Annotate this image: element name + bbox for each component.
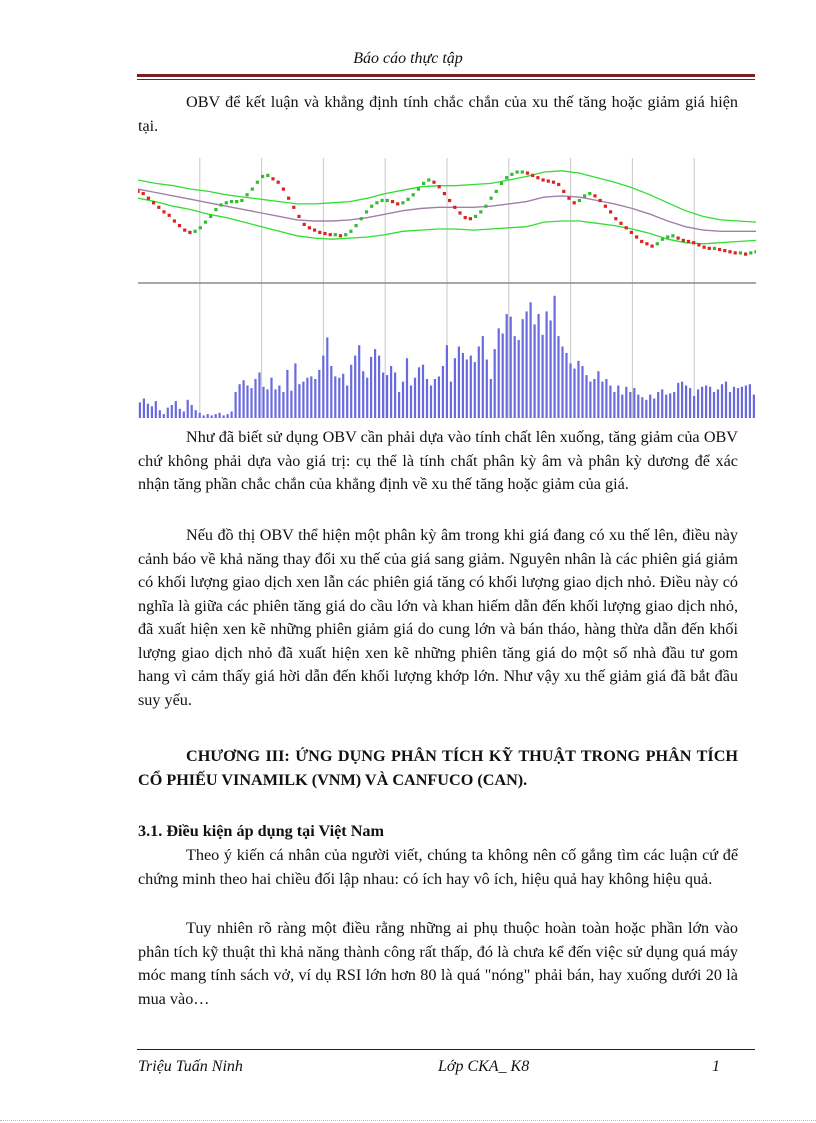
price-point-down bbox=[339, 234, 342, 237]
price-point-down bbox=[640, 240, 643, 243]
price-point-down bbox=[593, 194, 596, 197]
price-point-down bbox=[599, 199, 602, 202]
volume-bar bbox=[613, 392, 615, 418]
volume-bar bbox=[478, 347, 480, 419]
price-point-up bbox=[386, 199, 389, 202]
volume-bar bbox=[354, 356, 356, 418]
volume-bar bbox=[442, 366, 444, 418]
volume-bar bbox=[414, 378, 416, 418]
volume-bar bbox=[717, 389, 719, 418]
price-point-up bbox=[671, 234, 674, 237]
price-point-down bbox=[147, 197, 150, 200]
volume-bar bbox=[338, 378, 340, 418]
section-heading: 3.1. Điều kiện áp dụng tại Việt Nam bbox=[138, 822, 384, 840]
volume-bar bbox=[653, 399, 655, 419]
volume-bar bbox=[139, 402, 141, 418]
volume-bar bbox=[629, 392, 631, 418]
volume-bar bbox=[741, 387, 743, 418]
volume-bar bbox=[577, 361, 579, 418]
price-point-up bbox=[583, 194, 586, 197]
footer-author: Triệu Tuấn Ninh bbox=[138, 1058, 243, 1075]
price-point-down bbox=[703, 246, 706, 249]
volume-bar bbox=[346, 386, 348, 419]
price-point-up bbox=[412, 193, 415, 196]
price-point-up bbox=[749, 251, 752, 254]
price-point-up bbox=[739, 251, 742, 254]
price-point-down bbox=[282, 188, 285, 191]
volume-bar bbox=[530, 302, 532, 418]
price-point-up bbox=[479, 210, 482, 213]
price-point-down bbox=[329, 233, 332, 236]
volume-bar bbox=[542, 335, 544, 418]
volume-bar bbox=[191, 405, 193, 418]
price-point-up bbox=[225, 201, 228, 204]
volume-bar bbox=[538, 314, 540, 418]
volume-bar bbox=[274, 389, 276, 418]
price-point-down bbox=[271, 177, 274, 180]
volume-bar bbox=[362, 371, 364, 418]
price-point-up bbox=[199, 226, 202, 229]
volume-bar bbox=[573, 369, 575, 418]
price-point-up bbox=[214, 208, 217, 211]
price-point-up bbox=[407, 198, 410, 201]
volume-bar bbox=[737, 388, 739, 418]
price-point-up bbox=[246, 193, 249, 196]
price-point-down bbox=[625, 226, 628, 229]
volume-bar bbox=[298, 384, 300, 418]
price-point-up bbox=[266, 174, 269, 177]
volume-bar bbox=[246, 386, 248, 419]
price-point-down bbox=[744, 253, 747, 256]
price-point-down bbox=[552, 181, 555, 184]
volume-bar bbox=[406, 358, 408, 418]
price-point-down bbox=[536, 176, 539, 179]
volume-bar bbox=[753, 395, 755, 418]
price-point-down bbox=[635, 235, 638, 238]
price-point-up bbox=[578, 199, 581, 202]
price-point-down bbox=[168, 214, 171, 217]
volume-bar bbox=[733, 387, 735, 418]
volume-bar bbox=[597, 371, 599, 418]
volume-bar bbox=[398, 392, 400, 418]
price-point-up bbox=[754, 250, 756, 253]
header-rule-thin bbox=[137, 79, 755, 80]
volume-bar bbox=[227, 414, 229, 418]
price-point-down bbox=[609, 210, 612, 213]
volume-bar bbox=[697, 389, 699, 418]
volume-bar bbox=[446, 345, 448, 418]
price-point-down bbox=[645, 242, 648, 245]
volume-bar bbox=[402, 382, 404, 418]
price-point-down bbox=[443, 192, 446, 195]
price-point-up bbox=[422, 182, 425, 185]
volume-bar bbox=[454, 358, 456, 418]
volume-bar bbox=[474, 362, 476, 418]
volume-bar bbox=[147, 404, 149, 418]
price-point-down bbox=[453, 206, 456, 209]
volume-bar bbox=[195, 410, 197, 418]
volume-bar bbox=[514, 336, 516, 418]
price-point-up bbox=[381, 199, 384, 202]
volume-bar bbox=[386, 375, 388, 418]
volume-bar bbox=[318, 370, 320, 418]
volume-bar bbox=[306, 378, 308, 418]
volume-bar bbox=[374, 349, 376, 418]
volume-bar bbox=[235, 392, 237, 418]
volume-bar bbox=[605, 379, 607, 418]
paragraph-obv-usage: Như đã biết sử dụng OBV cần phải dựa vào tính chất lên xuống, tăng giảm của OBV chứ không phải dựa vào giá trị: cụ thể là tính chất phân kỳ âm và phân kỳ dương để xác nhận tăng phần chắc chắn của khẳng định về xu thế tăng hoặc giảm của giá. bbox=[138, 428, 738, 493]
price-point-up bbox=[666, 235, 669, 238]
price-point-up bbox=[474, 215, 477, 218]
volume-bar bbox=[203, 415, 205, 418]
price-point-up bbox=[417, 188, 420, 191]
volume-bar bbox=[546, 311, 548, 418]
volume-bar bbox=[745, 386, 747, 419]
price-point-down bbox=[562, 190, 565, 193]
footer-rule bbox=[137, 1049, 755, 1050]
price-point-down bbox=[458, 211, 461, 214]
volume-bar bbox=[450, 382, 452, 418]
price-point-down bbox=[542, 178, 545, 181]
volume-bar bbox=[430, 386, 432, 419]
volume-bar bbox=[617, 386, 619, 419]
price-point-down bbox=[682, 239, 685, 242]
volume-bar bbox=[633, 388, 635, 418]
price-point-down bbox=[630, 231, 633, 234]
price-point-down bbox=[138, 190, 140, 193]
volume-bar bbox=[665, 395, 667, 418]
volume-bar bbox=[506, 314, 508, 418]
volume-bar bbox=[243, 380, 245, 418]
price-point-up bbox=[661, 238, 664, 241]
price-point-down bbox=[573, 201, 576, 204]
volume-bar bbox=[601, 382, 603, 418]
volume-bar bbox=[175, 401, 177, 418]
volume-bar bbox=[518, 340, 520, 418]
price-point-up bbox=[375, 201, 378, 204]
price-point-down bbox=[303, 223, 306, 226]
volume-bar bbox=[522, 319, 524, 418]
volume-bar bbox=[721, 384, 723, 418]
volume-bar bbox=[593, 379, 595, 418]
volume-bar bbox=[350, 365, 352, 418]
price-point-up bbox=[510, 173, 513, 176]
price-point-down bbox=[277, 181, 280, 184]
volume-bar bbox=[370, 357, 372, 418]
price-point-up bbox=[209, 215, 212, 218]
volume-bar bbox=[661, 389, 663, 418]
volume-bar bbox=[294, 363, 296, 418]
volume-bar bbox=[438, 376, 440, 418]
volume-bar bbox=[526, 311, 528, 418]
price-point-down bbox=[547, 180, 550, 183]
volume-bar bbox=[589, 382, 591, 418]
price-point-down bbox=[692, 241, 695, 244]
volume-bar bbox=[689, 388, 691, 418]
price-point-up bbox=[194, 230, 197, 233]
price-point-down bbox=[614, 217, 617, 220]
volume-bar bbox=[378, 356, 380, 418]
price-point-down bbox=[323, 232, 326, 235]
volume-bar bbox=[621, 395, 623, 418]
volume-bar bbox=[502, 334, 504, 419]
volume-bar bbox=[366, 378, 368, 418]
volume-bar bbox=[713, 392, 715, 418]
price-point-down bbox=[313, 229, 316, 232]
price-point-up bbox=[204, 221, 207, 224]
price-point-down bbox=[728, 250, 731, 253]
volume-bar bbox=[314, 379, 316, 418]
volume-bar bbox=[334, 376, 336, 418]
price-point-up bbox=[251, 188, 254, 191]
volume-bar bbox=[637, 395, 639, 418]
volume-bar bbox=[270, 378, 272, 418]
volume-bar bbox=[557, 336, 559, 418]
price-point-down bbox=[188, 231, 191, 234]
volume-bar bbox=[434, 379, 436, 418]
price-point-up bbox=[516, 170, 519, 173]
footer-class: Lớp CKA_ K8 bbox=[438, 1058, 530, 1075]
volume-bar bbox=[382, 373, 384, 419]
volume-bar bbox=[410, 386, 412, 419]
volume-bar bbox=[569, 363, 571, 418]
volume-bar bbox=[278, 386, 280, 419]
price-point-up bbox=[401, 201, 404, 204]
volume-bar bbox=[418, 367, 420, 418]
price-point-up bbox=[370, 205, 373, 208]
volume-bar bbox=[641, 397, 643, 418]
price-point-down bbox=[526, 172, 529, 175]
volume-bar bbox=[645, 400, 647, 418]
volume-bar bbox=[510, 317, 512, 418]
volume-bar bbox=[625, 387, 627, 418]
price-point-down bbox=[297, 215, 300, 218]
volume-bar bbox=[494, 349, 496, 418]
price-point-up bbox=[713, 247, 716, 250]
volume-bar bbox=[550, 321, 552, 419]
price-point-up bbox=[235, 200, 238, 203]
volume-bar bbox=[677, 383, 679, 418]
volume-bar bbox=[258, 373, 260, 419]
price-point-down bbox=[152, 201, 155, 204]
price-point-down bbox=[448, 199, 451, 202]
price-point-down bbox=[391, 200, 394, 203]
price-point-up bbox=[261, 175, 264, 178]
price-point-up bbox=[505, 176, 508, 179]
volume-bar bbox=[290, 391, 292, 418]
volume-bar bbox=[183, 412, 185, 419]
volume-bar bbox=[609, 386, 611, 419]
price-point-down bbox=[157, 206, 160, 209]
price-point-up bbox=[256, 181, 259, 184]
volume-bar bbox=[466, 360, 468, 419]
volume-bar bbox=[561, 347, 563, 419]
header-rule-thick bbox=[137, 74, 755, 77]
price-point-down bbox=[432, 181, 435, 184]
volume-bar bbox=[171, 405, 173, 418]
volume-bar bbox=[725, 382, 727, 418]
volume-bar bbox=[266, 389, 268, 418]
volume-bar bbox=[163, 414, 165, 418]
volume-bar bbox=[565, 353, 567, 418]
volume-bar bbox=[167, 408, 169, 418]
volume-bar bbox=[254, 379, 256, 418]
volume-bar bbox=[705, 386, 707, 419]
volume-bar bbox=[211, 415, 213, 418]
volume-bar bbox=[490, 379, 492, 418]
price-point-down bbox=[718, 248, 721, 251]
price-point-up bbox=[490, 197, 493, 200]
volume-bar bbox=[470, 356, 472, 418]
price-point-up bbox=[484, 205, 487, 208]
volume-bar bbox=[458, 347, 460, 419]
price-point-up bbox=[495, 190, 498, 193]
volume-bar bbox=[394, 373, 396, 419]
volume-bar bbox=[151, 406, 153, 418]
price-point-down bbox=[396, 202, 399, 205]
volume-bar bbox=[187, 400, 189, 418]
volume-bar bbox=[581, 366, 583, 418]
volume-bar bbox=[701, 387, 703, 418]
volume-bar bbox=[219, 413, 221, 418]
paragraph-limitations: Tuy nhiên rõ ràng một điều rằng những ai phụ thuộc hoàn toàn hoặc phần lớn vào phân tích kỹ thuật thì khả năng thành công rất thấp, đó là chưa kể đến việc sử dụng quá máy móc mang tính sách vở, ví dụ RSI lớn hơn 80 là quá "nóng" phải bán, hay xuống dưới 20 là mua vào… bbox=[138, 919, 738, 1008]
price-point-up bbox=[427, 178, 430, 181]
volume-bar bbox=[657, 392, 659, 418]
price-point-down bbox=[708, 247, 711, 250]
price-point-up bbox=[355, 224, 358, 227]
price-point-down bbox=[308, 226, 311, 229]
volume-bar bbox=[729, 392, 731, 418]
volume-bar bbox=[685, 386, 687, 419]
volume-bar bbox=[231, 412, 233, 419]
price-point-down bbox=[438, 185, 441, 188]
volume-bar bbox=[358, 345, 360, 418]
volume-bar bbox=[310, 376, 312, 418]
volume-bar bbox=[239, 384, 241, 418]
volume-bar bbox=[673, 392, 675, 418]
volume-bar bbox=[585, 375, 587, 418]
volume-bar bbox=[179, 409, 181, 418]
volume-bar bbox=[326, 337, 328, 418]
volume-bar bbox=[693, 396, 695, 418]
volume-bar bbox=[282, 392, 284, 418]
price-point-up bbox=[230, 200, 233, 203]
volume-bar bbox=[250, 388, 252, 418]
volume-bar bbox=[143, 399, 145, 419]
price-point-down bbox=[173, 219, 176, 222]
price-point-down bbox=[464, 216, 467, 219]
price-point-up bbox=[220, 203, 223, 206]
volume-bar bbox=[199, 413, 201, 418]
volume-bar bbox=[215, 414, 217, 418]
volume-bar bbox=[422, 365, 424, 418]
price-point-up bbox=[588, 192, 591, 195]
volume-bar bbox=[649, 395, 651, 418]
price-point-down bbox=[287, 197, 290, 200]
paragraph-negative-divergence: Nếu đồ thị OBV thể hiện một phân kỳ âm trong khi giá đang có xu thế lên, điều này cảnh báo về khả năng thay đổi xu thế của giá sang giảm. Nguyên nhân là các phiên giá giảm có khối lượng giao dịch xen lẫn các phiên giá tăng có khối lượng giao dịch nhỏ. Điều này có nghĩa là giữa các phiên tăng giá do cầu lớn và khan hiếm dẫn đến khối lượng giao dịch nhỏ, đã xuất hiện xen kẽ những phiên giảm giá do cung lớn và bán tháo, hàng thừa dẫn đến khối lượng giao dịch nhỏ đã xuất hiện xen kẽ những phiên tăng giá do một số nhà đầu tư gom hang vì cảm thấy giá hời dẫn đến khối lượng khớp lớn. Như vậy xu thế giảm giá đã bắt đầu suy yếu. bbox=[138, 526, 738, 709]
price-point-down bbox=[677, 237, 680, 240]
price-point-down bbox=[651, 245, 654, 248]
footer-page-number: 1 bbox=[712, 1058, 720, 1075]
volume-bar bbox=[262, 387, 264, 418]
price-point-down bbox=[687, 240, 690, 243]
price-point-down bbox=[619, 222, 622, 225]
volume-bar bbox=[554, 296, 556, 418]
price-point-down bbox=[162, 210, 165, 213]
volume-bar bbox=[462, 353, 464, 418]
price-point-down bbox=[723, 249, 726, 252]
page-edge-line bbox=[0, 1120, 816, 1121]
volume-bar bbox=[390, 366, 392, 418]
price-point-up bbox=[521, 170, 524, 173]
price-point-up bbox=[334, 233, 337, 236]
volume-bar bbox=[302, 382, 304, 418]
price-point-down bbox=[469, 217, 472, 220]
price-point-down bbox=[531, 174, 534, 177]
price-point-down bbox=[142, 192, 145, 195]
volume-bar bbox=[322, 356, 324, 418]
paragraph-personal-view: Theo ý kiến cá nhân của người viết, chúng ta không nên cố gắng tìm các luận cứ để chứng minh theo hai chiều đối lập nhau: có ích hay vô ích, hiệu quả hay không hiệu quả. bbox=[138, 846, 738, 888]
volume-bar bbox=[681, 382, 683, 418]
price-point-up bbox=[656, 242, 659, 245]
price-point-down bbox=[697, 243, 700, 246]
volume-bar bbox=[223, 415, 225, 418]
price-point-down bbox=[292, 206, 295, 209]
price-point-up bbox=[500, 182, 503, 185]
price-point-down bbox=[604, 205, 607, 208]
volume-bar bbox=[709, 387, 711, 418]
price-point-down bbox=[567, 197, 570, 200]
volume-bar bbox=[207, 414, 209, 418]
volume-bar bbox=[749, 384, 751, 418]
obv-price-volume-chart bbox=[138, 158, 756, 420]
volume-bar bbox=[486, 360, 488, 419]
volume-bar bbox=[342, 374, 344, 418]
price-point-down bbox=[178, 224, 181, 227]
price-point-down bbox=[318, 231, 321, 234]
price-point-up bbox=[360, 217, 363, 220]
volume-bar bbox=[669, 393, 671, 418]
price-point-up bbox=[349, 230, 352, 233]
price-point-up bbox=[240, 199, 243, 202]
price-point-down bbox=[183, 229, 186, 232]
volume-bar bbox=[498, 328, 500, 418]
volume-bar bbox=[155, 401, 157, 418]
page-header-title: Báo cáo thực tập bbox=[353, 50, 463, 67]
volume-bar bbox=[482, 336, 484, 418]
volume-bar bbox=[534, 324, 536, 418]
price-point-down bbox=[557, 183, 560, 186]
price-point-up bbox=[344, 233, 347, 236]
paragraph-obv-conclusion: OBV để kết luận và khẳng định tính chắc chắn của xu thế tăng hoặc giảm giá hiện tại. bbox=[138, 93, 738, 135]
volume-bar bbox=[330, 366, 332, 418]
volume-bar bbox=[426, 379, 428, 418]
price-point-up bbox=[365, 210, 368, 213]
chapter-heading: CHƯƠNG III: ỨNG DỤNG PHÂN TÍCH KỸ THUẬT TRONG PHÂN TÍCH CỔ PHIẾU VINAMILK (VNM) VÀ CANFUCO (CAN). bbox=[138, 747, 738, 789]
price-point-down bbox=[734, 251, 737, 254]
volume-bar bbox=[159, 410, 161, 418]
volume-bar bbox=[286, 370, 288, 418]
